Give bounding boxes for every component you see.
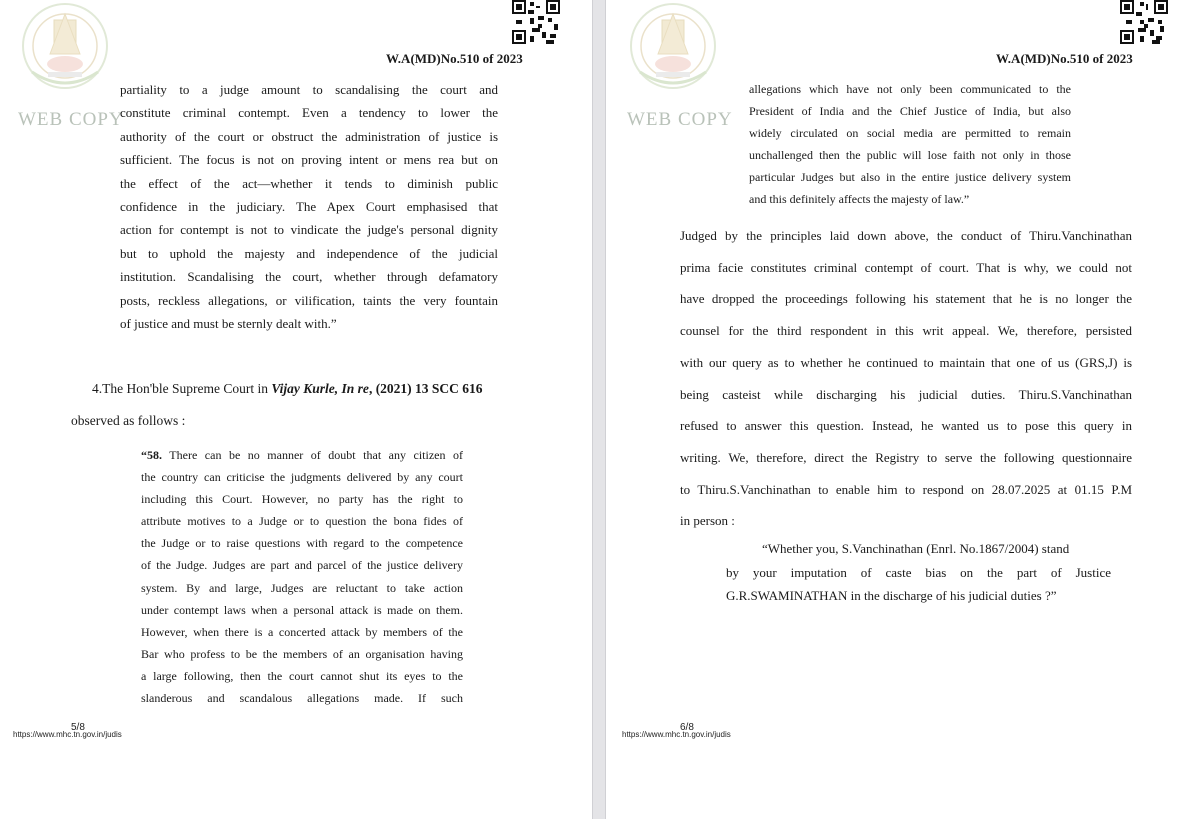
quote-line: attribute motives to a Judge or to question the bona fides of — [141, 514, 463, 529]
paragraph-4-heading — [92, 381, 524, 397]
quote-line: system. By and large, Judges are reluctant to take action — [141, 580, 463, 595]
quoted-judgment-end — [749, 78, 1071, 211]
body-line: prima facie constitutes criminal contempt of court. That is why, we could not — [680, 259, 1132, 275]
quote-line: particular Judges but also in the entire justice delivery system — [749, 170, 1071, 185]
case-number-header: W.A(MD)No.510 of 2023 — [386, 51, 523, 66]
quote-line: constitute criminal contempt. Even a tendency to lower the — [120, 105, 498, 121]
question-line: G.R.SWAMINATHAN in the discharge of his judicial duties ?” — [726, 588, 1057, 603]
question-line: “Whether you, S.Vanchinathan (Enrl. No.1867/2004) stand — [762, 541, 1070, 556]
qr-code — [1120, 0, 1168, 44]
question-line: by your imputation of caste bias on the part of Justice — [726, 564, 1111, 580]
quote-line: and this definitely affects the majesty of law.” — [749, 192, 970, 207]
quote-line: posts, reckless allegations, or vilification, taints the very fountain — [120, 292, 498, 308]
case-citation: , (2021) 13 SCC 616 — [368, 381, 483, 396]
body-paragraph — [680, 220, 1132, 537]
quote-line: under contempt laws when a personal attack is made on them. — [141, 602, 463, 617]
document-page-6 — [606, 0, 1181, 819]
body-line: refused to answer this question. Instead, he wanted us to pose this query in — [680, 418, 1132, 434]
body-line: in person : — [680, 513, 735, 529]
quote-line: of the Judge. Judges are part and parcel of the justice delivery — [141, 558, 463, 573]
quote-line: of justice and must be sternly dealt with.” — [120, 316, 337, 332]
quote-line: allegations which have not only been communicated to the — [749, 82, 1071, 96]
quote-line: President of India and the Chief Justice of India, but also — [749, 104, 1071, 119]
quote-line: confidence in the judiciary. The Apex Court emphasised that — [120, 199, 498, 215]
quote-line: the effect of the act—whether it tends to diminish public — [120, 175, 498, 191]
body-line: writing. We, therefore, direct the Registry to serve the following questionnaire — [680, 449, 1132, 465]
court-seal-emblem — [10, 2, 120, 98]
qr-code — [512, 0, 560, 44]
court-seal-emblem — [618, 2, 728, 98]
paragraph-4-continuation: observed as follows : — [71, 413, 186, 428]
quote-line: unchallenged then the public will lose faith not only in those — [749, 148, 1071, 163]
case-number-header: W.A(MD)No.510 of 2023 — [996, 51, 1133, 66]
body-line: to Thiru.S.Vanchinathan to enable him to respond on 28.07.2025 at 01.15 P.M — [680, 481, 1132, 497]
quote-line: the Judge or to raise questions with regard to the competence — [141, 536, 463, 551]
page-divider — [592, 0, 606, 819]
body-line: with our query as to whether he continued to maintain that one of us (GRS,J) is — [680, 354, 1132, 370]
quoted-judgment-continuation — [120, 78, 498, 335]
quote-line: slanderous and scandalous allegations made. If such — [141, 691, 463, 706]
quote-line: the country can criticise the judgments delivered by any court — [141, 470, 463, 485]
quote-line: sufficient. The focus is not on proving intent or mens rea but on — [120, 152, 498, 168]
page-number: 6/8 — [680, 722, 694, 733]
body-line: counsel for the third respondent in this writ appeal. We, therefore, persisted — [680, 323, 1132, 339]
body-line: Judged by the principles laid down above, the conduct of Thiru.Vanchinathan — [680, 228, 1132, 243]
quote-line: Bar who profess to be the members of an organisation having — [141, 646, 463, 661]
footer-url-link[interactable]: https://www.mhc.tn.gov.in/judis — [622, 730, 731, 739]
quote-number: “58. — [141, 448, 162, 462]
body-line: have dropped the proceedings following his statement that he is no longer the — [680, 291, 1132, 307]
quote-58-block — [141, 444, 463, 709]
quote-line: “58. There can be no manner of doubt that any citizen of — [141, 448, 463, 462]
case-name: Vijay Kurle, In re — [271, 381, 369, 396]
para4-prefix: 4.The Hon'ble Supreme Court in — [92, 381, 272, 396]
page-number: 5/8 — [71, 722, 85, 733]
footer-url-link[interactable]: https://www.mhc.tn.gov.in/judis — [13, 730, 122, 739]
quote-line: authority of the court or obstruct the administration of justice is — [120, 128, 498, 144]
body-line: being casteist while discharging his judicial duties. Thiru.S.Vanchinathan — [680, 386, 1132, 402]
web-copy-watermark: WEB COPY — [627, 109, 733, 130]
quote-line: a large following, then the court cannot shut its eyes to the — [141, 668, 463, 683]
quote-line: widely circulated on social media are permitted to remain — [749, 126, 1071, 141]
quote-line: institution. Scandalising the court, whether through defamatory — [120, 269, 498, 285]
quote-line: However, when there is a concerted attack by members of the — [141, 624, 463, 639]
quote-line: partiality to a judge amount to scandalising the court and — [120, 82, 498, 97]
web-copy-watermark: WEB COPY — [18, 109, 124, 130]
quote-line: including this Court. However, no party has the right to — [141, 492, 463, 507]
quote-line: but to uphold the majesty and independence of the judicial — [120, 245, 498, 261]
questionnaire-block — [726, 537, 1111, 608]
quote-line: action for contempt is not to vindicate the judge's personal dignity — [120, 222, 498, 238]
